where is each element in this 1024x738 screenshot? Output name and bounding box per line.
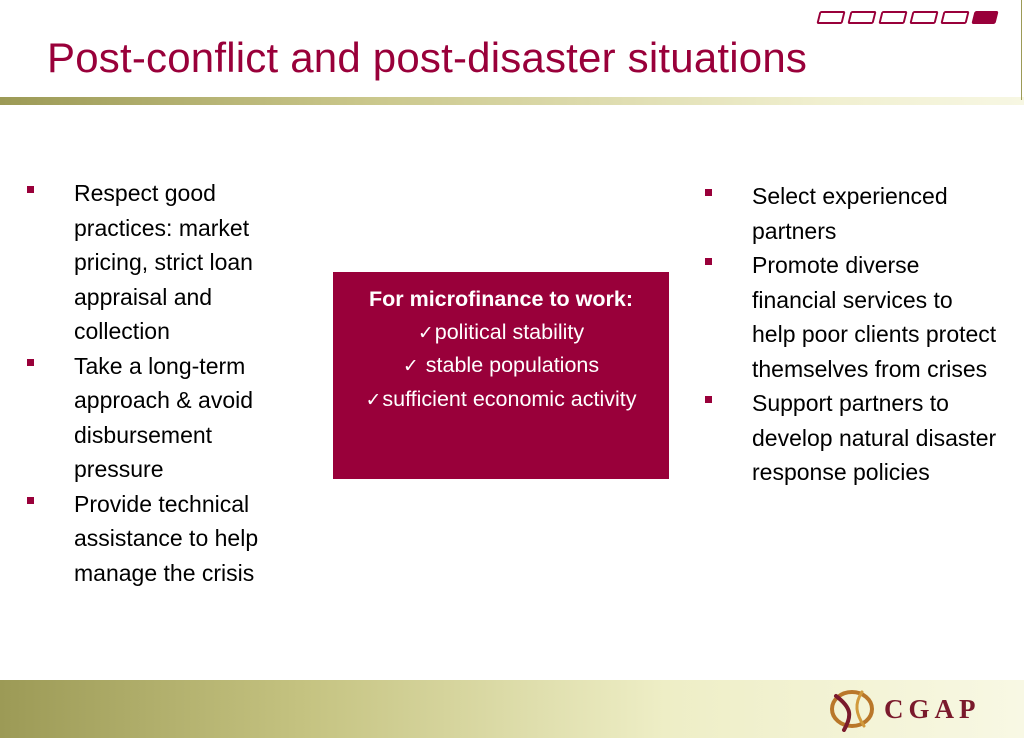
check-item bbox=[333, 316, 669, 350]
check-item bbox=[333, 349, 669, 383]
check-text: stable populations bbox=[419, 353, 600, 377]
checkmark-icon: ✓ bbox=[417, 321, 434, 344]
square-bullet-icon bbox=[27, 359, 34, 366]
bullet-text: Respect good practices: market pricing, strict loan appraisal and collection bbox=[74, 180, 253, 344]
logo-box-outline bbox=[816, 11, 845, 24]
bullet-item bbox=[702, 248, 1002, 386]
bullet-text: Provide technical assistance to help manage the crisis bbox=[74, 490, 259, 586]
right-edge-line bbox=[1021, 0, 1022, 100]
check-item bbox=[333, 383, 669, 417]
check-text: sufficient economic activity bbox=[382, 386, 637, 411]
box-heading: For microfinance to work: bbox=[368, 287, 633, 311]
title-divider bbox=[0, 97, 1024, 105]
bullet-item bbox=[702, 386, 1002, 490]
square-bullet-icon bbox=[705, 189, 712, 196]
microfinance-conditions-box bbox=[333, 272, 669, 479]
bullet-item bbox=[702, 179, 1002, 248]
slide-title: Post-conflict and post-disaster situations bbox=[47, 34, 808, 81]
check-text: political stability bbox=[434, 319, 585, 344]
bullet-text: Support partners to develop natural disaster response policies bbox=[752, 390, 997, 485]
logo-box-outline bbox=[940, 11, 969, 24]
cgap-logo-text: CGAP bbox=[884, 694, 981, 724]
bullet-text: Select experienced partners bbox=[752, 183, 948, 244]
square-bullet-icon bbox=[27, 497, 34, 504]
bullet-item bbox=[24, 349, 304, 487]
logo-box-outline bbox=[878, 11, 907, 24]
bullet-text: Promote diverse financial services to help poor clients protect themselves from crises bbox=[752, 252, 997, 382]
checkmark-icon: ✓ bbox=[365, 388, 382, 411]
right-bullet-list bbox=[702, 179, 1002, 490]
bullet-text: Take a long-term approach & avoid disbursement pressure bbox=[74, 352, 254, 482]
square-bullet-icon bbox=[705, 396, 712, 403]
cgap-logo-icon bbox=[822, 686, 882, 732]
square-bullet-icon bbox=[27, 186, 34, 193]
checkmark-icon: ✓ bbox=[402, 355, 419, 377]
left-bullet-list bbox=[24, 176, 304, 590]
header-logo-mark bbox=[818, 11, 997, 24]
bullet-item bbox=[24, 487, 304, 591]
bullet-item bbox=[24, 176, 304, 349]
logo-box-outline bbox=[909, 11, 938, 24]
square-bullet-icon bbox=[705, 258, 712, 265]
logo-box-filled bbox=[971, 11, 998, 24]
logo-box-outline bbox=[847, 11, 876, 24]
